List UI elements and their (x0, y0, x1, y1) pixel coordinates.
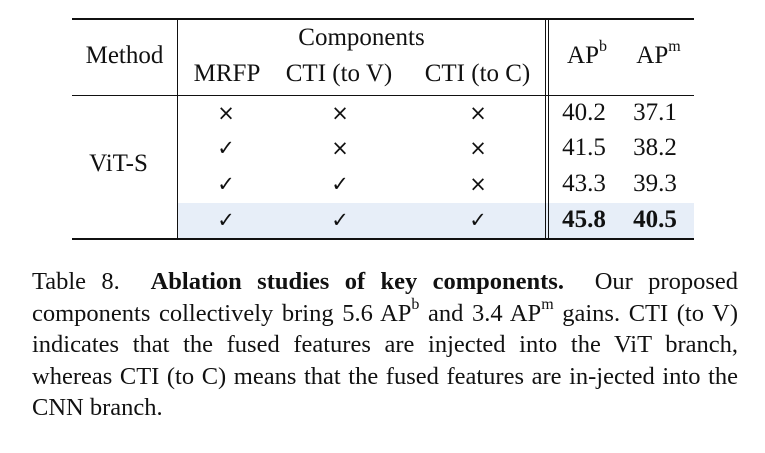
header-components: Components (298, 24, 425, 51)
row2-ap-b: 41.5 (562, 134, 606, 161)
header-col-mrfp: MRFP (193, 60, 261, 87)
metric-divider-right (548, 18, 549, 240)
row3-cti-v-mark: ✓ (331, 172, 349, 196)
row4-cti-v-mark: ✓ (331, 208, 349, 232)
header-method: Method (85, 42, 164, 69)
caption-label: Table 8. (32, 268, 120, 295)
ablation-table (72, 18, 694, 240)
caption-title: Ablation studies of key components. (150, 268, 564, 295)
row1-ap-m: 37.1 (633, 99, 677, 126)
header-col-cti-c: CTI (to C) (424, 60, 531, 87)
row3-mrfp-mark: ✓ (217, 172, 235, 196)
row4-mrfp-mark: ✓ (217, 208, 235, 232)
row2-cti-v-mark: × (331, 136, 349, 160)
row4-cti-c-mark: ✓ (469, 208, 487, 232)
caption-text-part1: Our proposed components collectively bring 5.6 AP (32, 268, 738, 327)
metric-divider-left (545, 18, 546, 240)
row4-ap-m: 40.5 (633, 206, 677, 233)
row1-cti-v-mark: × (331, 101, 349, 125)
header-rule (72, 95, 694, 96)
row3-ap-m: 39.3 (633, 170, 677, 197)
highlight-row-band (178, 203, 694, 238)
header-ap-b (554, 37, 620, 71)
caption-sup-m: m (541, 296, 554, 314)
row2-cti-c-mark: × (469, 136, 487, 160)
caption-sup-b: b (411, 296, 420, 314)
bottom-rule (72, 238, 694, 240)
row3-ap-b: 43.3 (562, 170, 606, 197)
row3-cti-c-mark: × (469, 172, 487, 196)
table-caption (32, 266, 738, 424)
row2-mrfp-mark: ✓ (217, 136, 235, 160)
row1-mrfp-mark: × (217, 101, 235, 125)
row4-ap-b: 45.8 (562, 206, 606, 233)
caption-text-part3: gains. CTI (to V) indicates that the fused features are injected into the ViT branch, whereas CTI (to C) means that the fused features are in-jected into the CNN branch. (32, 299, 738, 421)
row2-ap-m: 38.2 (633, 134, 677, 161)
header-ap-b-base: AP (567, 42, 599, 69)
header-ap-m-sup: m (668, 37, 681, 55)
row1-cti-c-mark: × (469, 101, 487, 125)
header-ap-b-sup: b (598, 37, 607, 55)
row1-ap-b: 40.2 (562, 99, 606, 126)
header-ap-m-base: AP (636, 42, 669, 69)
method-vit-s: ViT-S (89, 150, 148, 177)
header-ap-m (623, 37, 694, 71)
top-rule (72, 18, 694, 20)
header-col-cti-v: CTI (to V) (285, 60, 393, 87)
caption-text-part2: and 3.4 AP (419, 299, 542, 327)
